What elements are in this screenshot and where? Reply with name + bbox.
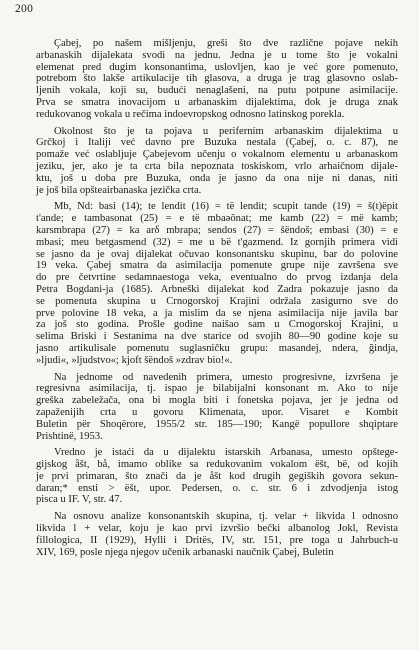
text-line: Petra Bogdani-ja (1685). Arbneški dijalekat kod Zadra pokazuje jasno da bbox=[36, 283, 398, 295]
text-line: Na osnovu analize konsonantskih skupina, tj. velar + likvida l odnosno bbox=[54, 511, 398, 523]
text-line: likvida l + velar, koju je kao prvi izvršio bečki albanolog Jokl, Revista bbox=[36, 523, 398, 535]
paragraph bbox=[36, 201, 398, 366]
text-line: do pre četvrtine sedamnaestoga veka, eventualno do prvog izdanja dela bbox=[36, 272, 398, 284]
text-line: Prva se smatra inovacijom u arbanaskim dijalektima, dok je druga znak bbox=[36, 96, 398, 108]
text-line: Vredno je istaći da u dijalektu istarskih Arbanasa, umesto opštege- bbox=[54, 447, 398, 459]
text-line: Prishtinë, 1953. bbox=[36, 430, 103, 442]
text-line: Grčkoj i Italiji već davno pre Buzuka nestala (Çabej, o. c. 87), ne bbox=[36, 137, 398, 149]
paragraph bbox=[36, 126, 398, 197]
text-line: XIV, 169, posle njega njegov učenik arbanaski naučnik Çabej, Buletin bbox=[36, 546, 334, 558]
paragraph bbox=[36, 38, 398, 121]
text-column bbox=[36, 38, 398, 563]
paragraph bbox=[36, 511, 398, 558]
text-line: selima Briski i Sestanima na dve starice od svojih 80—90 godine koje su bbox=[36, 331, 398, 343]
text-line: Buletin për Shoqërore, 1955/2 str. 185—190; Kangë popullore shqiptare bbox=[36, 418, 398, 430]
text-line: redukovanog vokala u rečima indoevropskog odnosno latinskog porekla. bbox=[36, 108, 345, 120]
text-line: 19 veka. Çabej smatra da asimilacija pomenute grupe nije završena sve bbox=[36, 260, 398, 272]
paragraph bbox=[36, 447, 398, 506]
text-line: prve polovine 18 veka, a ja mislim da se njena asimilacija nije javila bar bbox=[36, 307, 398, 319]
text-line: regresivna asimilacija, tj. ispao je bilabijalni konsonant m. Ako to nije bbox=[36, 383, 398, 395]
text-line: arbanaskih dijalekata svodi na jednu. Jedna je u tome što je vokalni bbox=[36, 49, 398, 61]
text-line: se jasno da je ovaj dijalekat očuvao konsonantsku skupinu, bar do polovine bbox=[36, 248, 398, 260]
text-line: ljenih vokala, koji su, budući nenaglašeni, na putu potpune asimilacije. bbox=[36, 85, 398, 97]
text-line: »ljudi«, »ljudstvo«; kjoft šëndoš »zdrav bio!«. bbox=[36, 354, 233, 366]
text-line: greška zabeležača, ona bi mogla biti i fonetska pojava, jer je jedna od bbox=[36, 395, 398, 407]
text-line: pomaže već oslabljuje Çabejevom učenju o vokalnom elementu u arbanaskom bbox=[36, 149, 398, 161]
text-line: Okolnost što je ta pojava u periferním arbanaskim dijalektima u bbox=[54, 125, 398, 137]
text-line: se pomenuta skupina u Crnogorskoj Krajini održala zasigurno sve do bbox=[36, 295, 398, 307]
paragraph bbox=[36, 372, 398, 443]
text-line: Na jednome od navedenih primera, umesto progresivne, izvršena je bbox=[54, 371, 398, 383]
text-line: karsmbrapa (27) = ka arδ mbrapa; sendos (27) = šëndoš; embasi (30) = e bbox=[36, 224, 398, 236]
page-number: 200 bbox=[15, 3, 34, 15]
text-line: za još sto godina. Prošle godine naišao sam u Crnogorskoj Krajini, u bbox=[36, 319, 398, 331]
text-line: je još bila opšteairbanaska jezička crta. bbox=[36, 184, 202, 196]
text-line: elemenat pred dugim konsonantima, uslovljen, kao je već gore pomenuto, bbox=[36, 61, 398, 73]
text-line: fillologica, II (1929), Hylli i Dritës, IV, str. 151, pre toga u Jahrbuch-u bbox=[36, 534, 398, 546]
text-line: zapaženijih crta u govoru Klimenata, upor. Visaret e Kombit bbox=[36, 406, 398, 418]
text-line: t'ande; e tambasonat (25) = e të mbaəŏnat; me kamb (22) = më kamb; bbox=[36, 213, 398, 225]
text-line: potrebom što lakše artikulacije tih glasova, a druga je trag glasovno oslab- bbox=[36, 73, 398, 85]
text-line: mbasi; meu betgasmend (32) = me u bë t'gazmend. Iz gornjih primera vidi bbox=[36, 236, 398, 248]
text-line: jeziku, jer, ako je ta crta bila nepoznata toskiskom, vrlo arhaičnom dijale- bbox=[36, 160, 398, 172]
text-line: pisca u IF. V, str. 47. bbox=[36, 494, 123, 506]
text-line: Mb, Nd: basi (14); te lendit (16) = të lendit; scupit tande (19) = š(t)ëpit bbox=[54, 201, 398, 213]
text-line: jasno artikulisale pomenutu suglasničku grupu: masandej, ndera, ğindja, bbox=[36, 342, 398, 354]
text-line: ktu, još u doba pre Buzuka, onda je jasno da ona nije ni danas, niti bbox=[36, 172, 398, 184]
text-line: Çabej, po našem mišljenju, greši što dve različne pojave nekih bbox=[54, 38, 398, 49]
text-line: gijskog åšt, bå, imamo oblike sa redukovanim vokalom ëšt, bë, od kojih bbox=[36, 459, 398, 471]
text-line: je prvi primaran, što znači da je åšt kod drugih gegiških govora sekun- bbox=[36, 470, 398, 482]
text-line: daran;* ensti > ëšt, upor. Pedersen, o. c. str. 6 i zdvodjenja istog bbox=[36, 482, 398, 494]
